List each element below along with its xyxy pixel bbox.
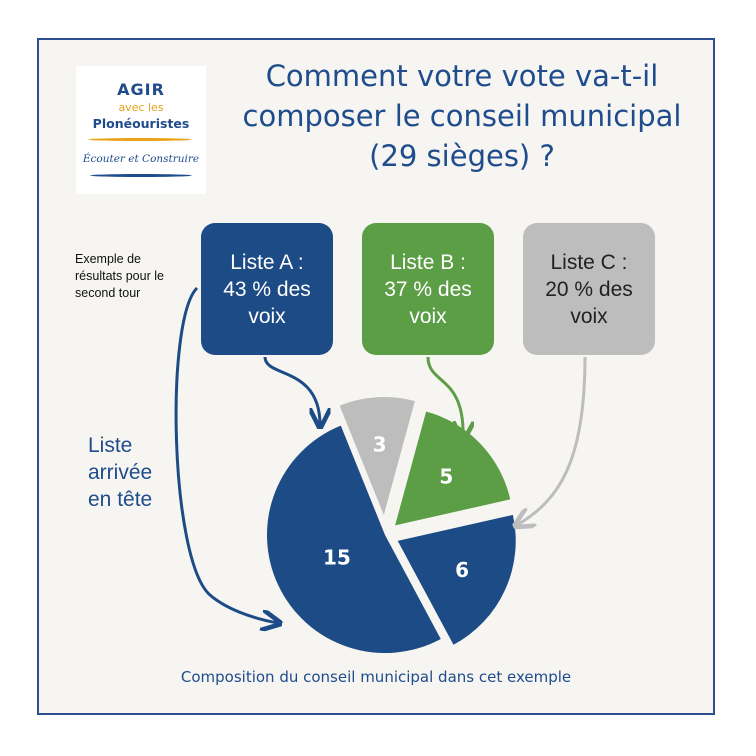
list-b-name: Liste B : — [390, 251, 466, 274]
list-a-unit: voix — [248, 305, 286, 328]
chart-caption: Composition du conseil municipal dans cet exemple — [180, 668, 572, 686]
list-a-percent: 43 % des — [223, 278, 311, 301]
list-c-name: Liste C : — [550, 251, 628, 274]
list-a-name: Liste A : — [230, 251, 304, 274]
list-c-unit: voix — [570, 305, 608, 328]
pie-slice-label: 6 — [455, 558, 470, 583]
pie-slice-label: 3 — [372, 432, 387, 457]
logo-tagline: Écouter et Construire — [82, 153, 200, 165]
example-note: Exemple de résultats pour le second tour — [75, 252, 164, 300]
arrow-first-place — [176, 288, 278, 623]
arrow-list-c — [517, 357, 585, 525]
pie-slices — [267, 397, 516, 653]
logo-line-3: Plonéouristes — [92, 116, 190, 131]
pie-slice-label: 15 — [322, 545, 351, 570]
pie-slice-label: 5 — [439, 464, 454, 489]
list-b-percent: 37 % des — [384, 278, 472, 301]
logo-line-1: AGIR — [117, 80, 165, 99]
arrow-list-a — [265, 357, 320, 425]
list-b-unit: voix — [409, 305, 447, 328]
page-title: Comment votre vote va-t-il composer le conseil municipal (29 sièges) ? — [242, 59, 682, 173]
first-place-label: Liste arrivée en tête — [88, 434, 153, 511]
list-c-percent: 20 % des — [545, 278, 633, 301]
logo-line-2: avec les — [118, 101, 164, 114]
